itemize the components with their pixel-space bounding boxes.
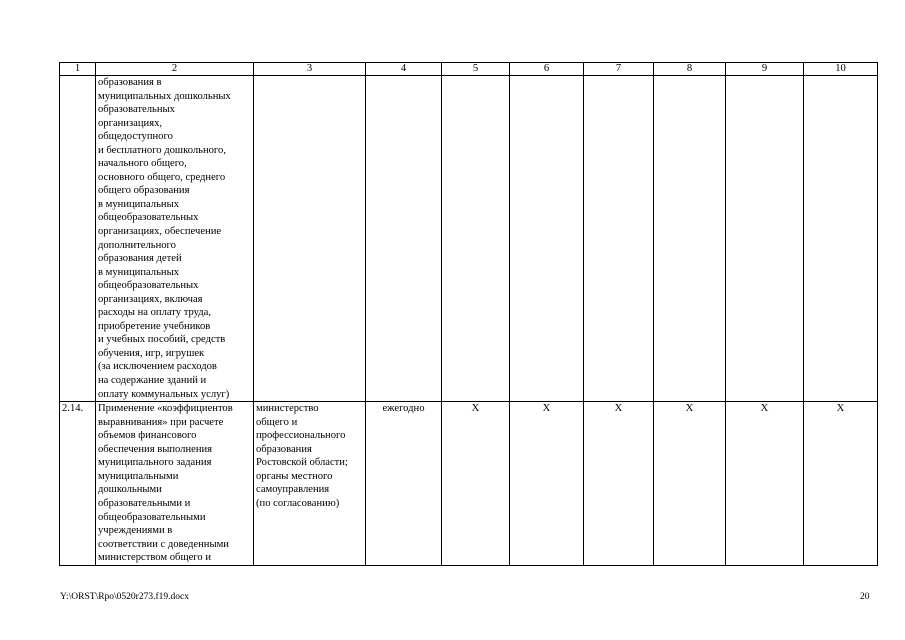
value-cell xyxy=(726,76,804,402)
column-number-row xyxy=(60,63,878,76)
column-number: 10 xyxy=(804,63,878,76)
document-path: Y:\ORST\Rpo\0520r273.f19.docx xyxy=(60,592,189,602)
value-cell: X xyxy=(442,402,510,566)
column-number: 5 xyxy=(442,63,510,76)
value-cell: X xyxy=(584,402,654,566)
measure-description: образования в муниципальных дошкольных образовательных организациях, общедоступного и бесплатного дошкольного, начального общего, основного общего, среднего общего образования в муниципальных общеобразовательных организациях, обеспечение дополнительного образования детей в муниципальных общеобразовательных организациях, включая расходы на оплату труда, приобретение учебников и учебных пособий, средств обучения, игр, игрушек (за исключением расходов на содержание зданий и оплату коммунальных услуг) xyxy=(96,76,254,402)
value-cell: X xyxy=(726,402,804,566)
value-cell: X xyxy=(804,402,878,566)
column-number: 2 xyxy=(96,63,254,76)
value-cell xyxy=(804,76,878,402)
column-number: 8 xyxy=(654,63,726,76)
column-number: 9 xyxy=(726,63,804,76)
measure-description: Применение «коэффициентов выравнивания» при расчете объемов финансового обеспечения выполнения муниципального задания муниципальными дошкольными образовательными и общеобразовательными учреждениями в соответствии с доведенными министерством общего и xyxy=(96,402,254,566)
value-cell xyxy=(442,76,510,402)
value-cell xyxy=(654,76,726,402)
value-cell xyxy=(584,76,654,402)
table-row xyxy=(60,76,878,402)
deadline: ежегодно xyxy=(366,402,442,566)
value-cell xyxy=(510,76,584,402)
plan-table xyxy=(59,62,878,566)
item-number: 2.14. xyxy=(60,402,96,566)
value-cell: X xyxy=(510,402,584,566)
table-row xyxy=(60,402,878,566)
column-number: 6 xyxy=(510,63,584,76)
column-number: 3 xyxy=(254,63,366,76)
deadline xyxy=(366,76,442,402)
responsible-executor: министерство общего и профессионального образования Ростовской области; органы местного самоуправления (по согласованию) xyxy=(254,402,366,566)
column-number: 4 xyxy=(366,63,442,76)
page-number: 20 xyxy=(860,592,870,602)
value-cell: X xyxy=(654,402,726,566)
column-number: 7 xyxy=(584,63,654,76)
column-number: 1 xyxy=(60,63,96,76)
responsible-executor xyxy=(254,76,366,402)
item-number xyxy=(60,76,96,402)
